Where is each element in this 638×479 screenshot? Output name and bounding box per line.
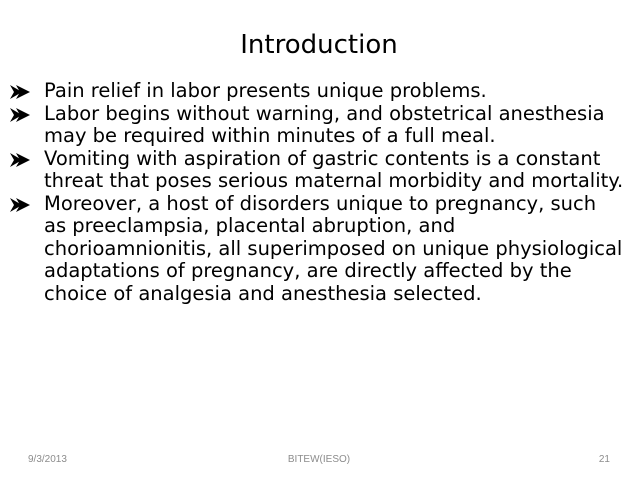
page-number: 21: [598, 454, 610, 465]
arrow-bullet-icon: [8, 83, 38, 101]
slide-title: Introduction: [240, 30, 398, 60]
arrow-bullet-icon: [8, 151, 38, 169]
arrow-bullet-icon: [8, 106, 38, 124]
bullet-text: Pain relief in labor presents unique problems.: [44, 79, 487, 102]
bullet-text: Moreover, a host of disorders unique to pregnancy, such as preeclampsia, placental abruption, and chorioamnionitis, all superimposed on unique physiological adaptations of pregnancy, are directly affected by the choice of analgesia and anesthesia selected.: [44, 191, 623, 305]
bullet-text: Labor begins without warning, and obstetrical anesthesia may be required within minutes of a full meal.: [44, 101, 605, 147]
bullet-list: [8, 80, 624, 305]
footer-author: BITEW(IESO): [287, 454, 351, 465]
bullet-item: [8, 148, 624, 193]
bullet-text: Vomiting with aspiration of gastric contents is a constant threat that poses serious maternal morbidity and mortality.: [44, 146, 624, 192]
bullet-item: [8, 103, 624, 148]
bullet-item: [8, 80, 624, 103]
footer-date: 9/3/2013: [28, 454, 67, 465]
arrow-bullet-icon: [8, 196, 38, 214]
bullet-item: [8, 193, 624, 306]
